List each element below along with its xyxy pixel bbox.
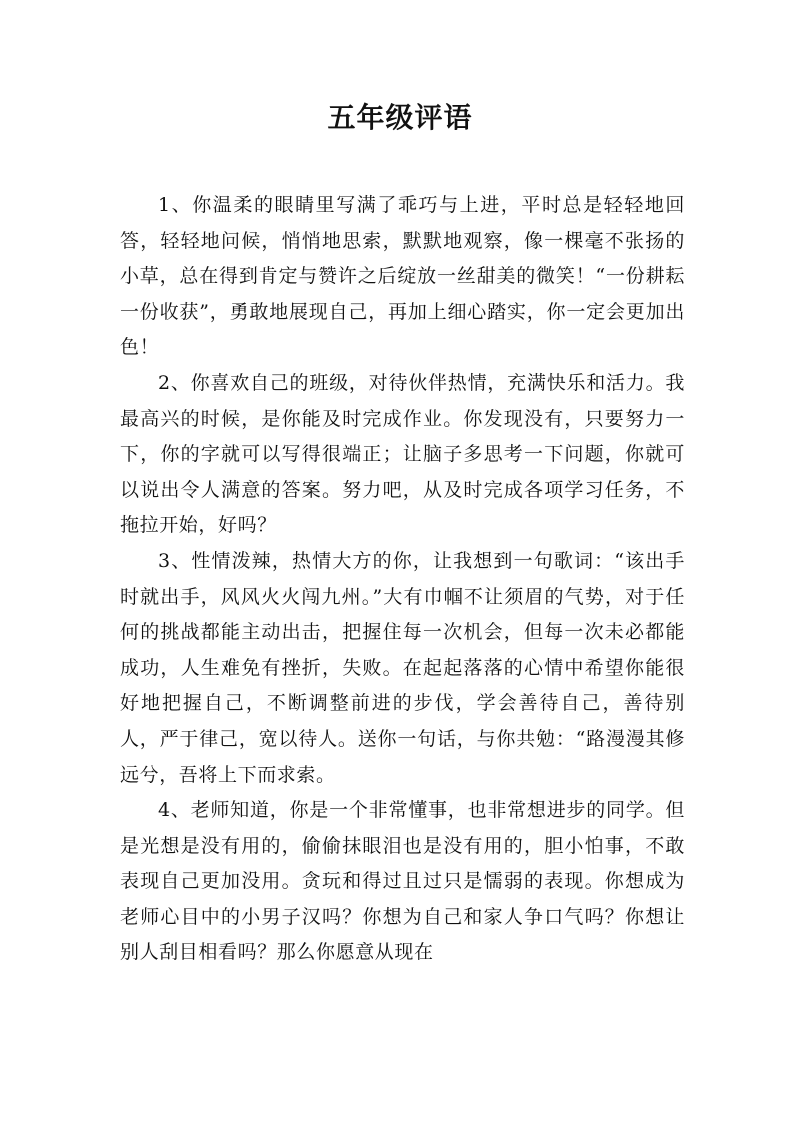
comment-paragraph-1: 1、你温柔的眼睛里写满了乖巧与上进，平时总是轻轻地回答，轻轻地问候，悄悄地思索，默默地观察，像一棵毫不张扬的小草，总在得到肯定与赞许之后绽放一丝甜美的微笑！“一份耕耘一份收获”，勇敢地展现自己，再加上细心踏实，你一定会更加出色！ [120,194,685,359]
comment-paragraph-4: 4、老师知道，你是一个非常懂事，也非常想进步的同学。但是光想是没有用的，偷偷抹眼泪也是没有用的，胆小怕事，不敢表现自己更加没用。贪玩和得过且过只是懦弱的表现。你想成为老师心目中的小男子汉吗？你想为自己和家人争口气吗？你想让别人刮目相看吗？那么你愿意从现在 [120,799,685,964]
document-title: 五年级评语 [327,101,473,134]
comment-paragraph-3: 3、性情泼辣，热情大方的你，让我想到一句歌词：“该出手时就出手，风风火火闯九州。”大有巾帼不让须眉的气势，对于任何的挑战都能主动出击，把握住每一次机会，但每一次未必都能成功，人生难免有挫折，失败。在起起落落的心情中希望你能很好地把握自己，不断调整前进的步伐，学会善待自己，善待别人，严于律己，宽以待人。送你一句话，与你共勉：“路漫漫其修远兮，吾将上下而求索。 [120,549,685,786]
comment-paragraph-2: 2、你喜欢自己的班级，对待伙伴热情，充满快乐和活力。我最高兴的时候，是你能及时完成作业。你发现没有，只要努力一下，你的字就可以写得很端正；让脑子多思考一下问题，你就可以说出令人满意的答案。努力吧，从及时完成各项学习任务，不拖拉开始，好吗？ [120,371,685,537]
document-body [120,188,685,971]
